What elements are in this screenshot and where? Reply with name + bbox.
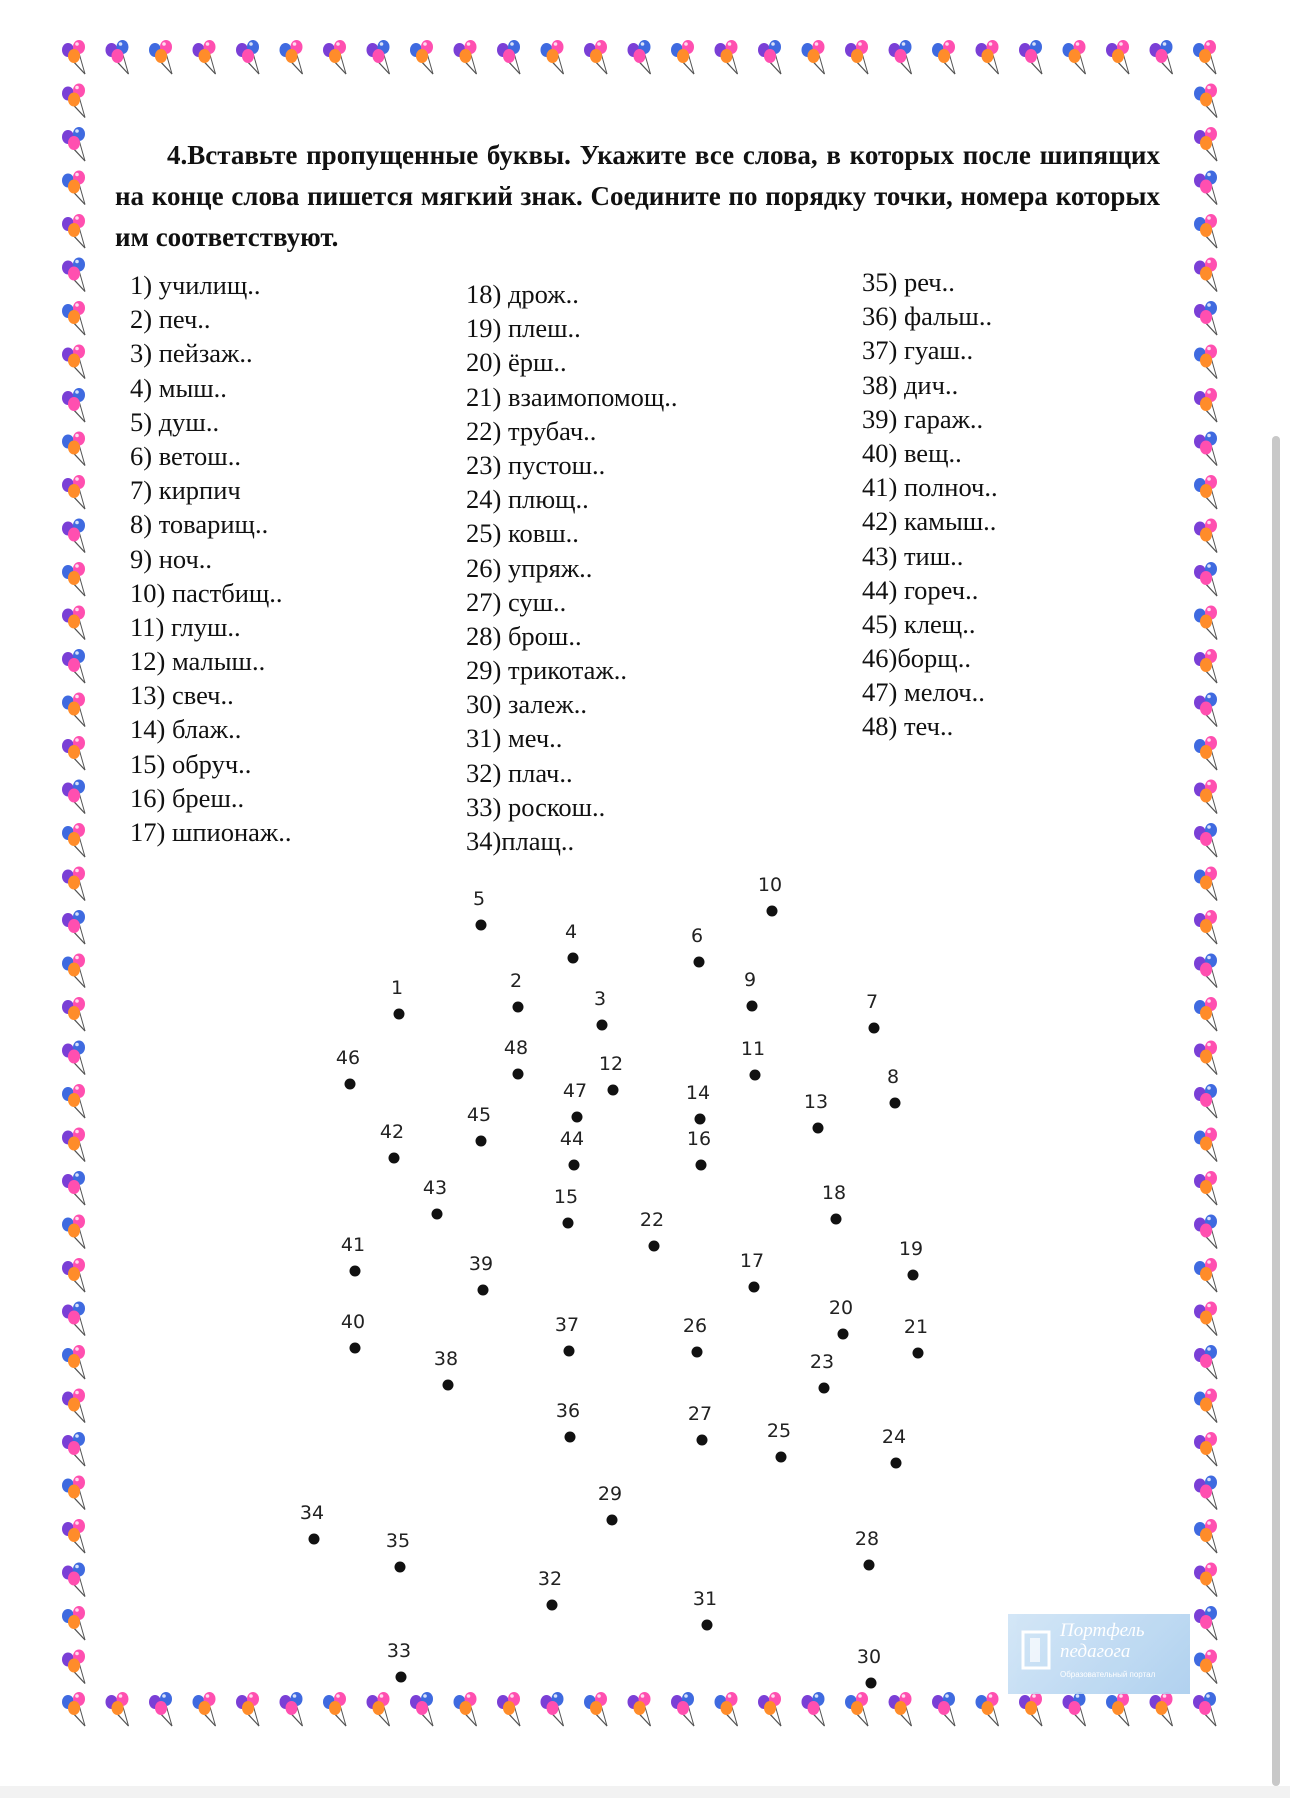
word-item: 27) суш.. [466, 586, 567, 617]
word-item: 8) товарищ.. [130, 509, 269, 540]
dot-label-7: 7 [865, 991, 879, 1013]
word-item: 42) камыш.. [862, 506, 997, 537]
word-item: 29) трикотаж.. [466, 655, 627, 686]
dot-3 [597, 1020, 608, 1031]
dot-label-29: 29 [597, 1483, 623, 1505]
word-item: 35) реч.. [862, 267, 955, 297]
dot-40 [350, 1343, 361, 1354]
dot-label-42: 42 [379, 1121, 405, 1143]
scrollbar[interactable] [1272, 436, 1280, 1786]
dot-23 [819, 1383, 830, 1394]
dot-29 [607, 1515, 618, 1526]
dot-label-43: 43 [422, 1177, 448, 1199]
word-item: 38) дич.. [862, 369, 959, 400]
dot-label-10: 10 [757, 874, 783, 896]
word-item: 12) малыш.. [130, 646, 266, 677]
word-item: 1) училищ.. [130, 270, 261, 300]
word-item: 20) ёрш.. [466, 347, 567, 378]
dot-label-19: 19 [898, 1238, 924, 1260]
dot-22 [649, 1241, 660, 1252]
word-item: 17) шпионаж.. [130, 817, 292, 847]
dot-label-15: 15 [553, 1186, 579, 1208]
dot-45 [476, 1136, 487, 1147]
dot-8 [890, 1098, 901, 1109]
dot-28 [864, 1560, 875, 1571]
word-item: 26) упряж.. [466, 552, 593, 583]
word-item: 22) трубач.. [466, 415, 597, 446]
word-item: 39) гараж.. [862, 403, 984, 434]
dot-47 [572, 1112, 583, 1123]
dot-label-44: 44 [559, 1128, 585, 1150]
dot-36 [565, 1432, 576, 1443]
dot-21 [913, 1348, 924, 1359]
word-item: 24) плющ.. [466, 484, 589, 515]
dot-label-30: 30 [856, 1646, 882, 1668]
dot-label-4: 4 [564, 921, 578, 943]
dot-label-45: 45 [466, 1104, 492, 1126]
dot-9 [747, 1001, 758, 1012]
word-item: 16) бреш.. [130, 782, 245, 813]
portfolio-logo [1008, 1614, 1190, 1694]
dot-39 [478, 1285, 489, 1296]
dot-26 [692, 1347, 703, 1358]
dot-label-38: 38 [433, 1348, 459, 1370]
word-item: 31) меч.. [466, 723, 563, 754]
dot-label-32: 32 [537, 1568, 563, 1590]
book-icon [1020, 1628, 1054, 1672]
word-item: 28) брош.. [466, 620, 582, 651]
dot-label-1: 1 [390, 977, 404, 999]
dot-label-21: 21 [903, 1316, 929, 1338]
word-item: 48) теч.. [862, 711, 954, 742]
dot-label-11: 11 [740, 1038, 766, 1060]
dot-33 [396, 1672, 407, 1683]
dot-label-28: 28 [854, 1528, 880, 1550]
word-item: 45) клещ.. [862, 608, 976, 639]
task-text: 4.Вставьте пропущенные буквы. Укажите все слова, в которых после шипящих на конце слова пишется мягкий знак. Соедините по порядку точки, номера которых им соответствуют. [115, 140, 1160, 252]
dot-label-13: 13 [803, 1091, 829, 1113]
dot-label-23: 23 [809, 1351, 835, 1373]
dot-10 [767, 906, 778, 917]
dot-46 [345, 1079, 356, 1090]
dot-label-48: 48 [503, 1037, 529, 1059]
dot-label-3: 3 [593, 988, 607, 1010]
word-item: 36) фальш.. [862, 301, 993, 332]
dot-label-14: 14 [685, 1082, 711, 1104]
dot-label-31: 31 [692, 1588, 718, 1610]
word-item: 37) гуаш.. [862, 335, 974, 366]
dot-42 [389, 1153, 400, 1164]
dot-32 [547, 1600, 558, 1611]
dot-30 [866, 1678, 877, 1689]
dot-15 [563, 1218, 574, 1229]
dot-17 [749, 1282, 760, 1293]
dot-43 [432, 1209, 443, 1220]
dot-label-35: 35 [385, 1530, 411, 1552]
dot-2 [513, 1002, 524, 1013]
dot-34 [309, 1534, 320, 1545]
dot-label-18: 18 [821, 1182, 847, 1204]
dot-1 [394, 1009, 405, 1020]
dot-label-25: 25 [766, 1420, 792, 1442]
word-item: 19) плеш.. [466, 313, 581, 344]
dot-37 [564, 1346, 575, 1357]
dot-18 [831, 1214, 842, 1225]
dot-13 [813, 1123, 824, 1134]
dot-label-41: 41 [340, 1234, 366, 1256]
dot-label-6: 6 [690, 925, 704, 947]
dot-24 [891, 1458, 902, 1469]
word-item: 33) роскош.. [466, 791, 606, 822]
word-item: 4) мыш.. [130, 372, 227, 403]
word-item: 7) кирпич [130, 475, 241, 506]
word-item: 13) свеч.. [130, 680, 234, 711]
dot-41 [350, 1266, 361, 1277]
bottom-edge [0, 1786, 1290, 1798]
dot-label-37: 37 [554, 1314, 580, 1336]
word-item: 34)плащ.. [466, 826, 575, 856]
word-item: 3) пейзаж.. [130, 338, 253, 369]
word-item: 43) тиш.. [862, 540, 964, 571]
word-item: 47) мелоч.. [862, 677, 985, 708]
dot-20 [838, 1329, 849, 1340]
word-item: 30) залеж.. [466, 689, 587, 720]
dot-label-9: 9 [743, 969, 757, 991]
dot-12 [608, 1085, 619, 1096]
word-item: 21) взаимопомощ.. [466, 381, 678, 412]
dot-4 [568, 953, 579, 964]
dot-label-17: 17 [739, 1250, 765, 1272]
dot-19 [908, 1270, 919, 1281]
dot-label-47: 47 [562, 1080, 588, 1102]
dot-44 [569, 1160, 580, 1171]
dot-label-39: 39 [468, 1253, 494, 1275]
dot-label-40: 40 [340, 1311, 366, 1333]
dot-35 [395, 1562, 406, 1573]
dot-label-26: 26 [682, 1315, 708, 1337]
word-item: 9) ноч.. [130, 543, 213, 574]
dot-38 [443, 1380, 454, 1391]
word-item: 5) душ.. [130, 406, 220, 437]
dot-25 [776, 1452, 787, 1463]
word-item: 10) пастбищ.. [130, 577, 283, 608]
dot-label-8: 8 [886, 1066, 900, 1088]
dot-16 [696, 1160, 707, 1171]
dot-label-16: 16 [686, 1128, 712, 1150]
dot-label-5: 5 [472, 888, 486, 910]
word-item: 14) блаж.. [130, 714, 242, 745]
dot-label-46: 46 [335, 1047, 361, 1069]
dot-label-2: 2 [509, 970, 523, 992]
dot-label-24: 24 [881, 1426, 907, 1448]
word-item: 40) вещ.. [862, 437, 962, 468]
dot-label-34: 34 [299, 1502, 325, 1524]
dot-11 [750, 1070, 761, 1081]
dot-6 [694, 957, 705, 968]
word-item: 44) гореч.. [862, 574, 979, 605]
dot-27 [697, 1435, 708, 1446]
dot-14 [695, 1114, 706, 1125]
dot-label-22: 22 [639, 1209, 665, 1231]
word-item: 18) дрож.. [466, 279, 579, 309]
dot-label-12: 12 [598, 1053, 624, 1075]
word-item: 32) плач.. [466, 757, 573, 788]
word-item: 41) полноч.. [862, 472, 998, 503]
word-item: 11) глуш.. [130, 611, 241, 642]
dot-label-20: 20 [828, 1297, 854, 1319]
word-item: 2) печ.. [130, 304, 211, 335]
word-item: 25) ковш.. [466, 518, 579, 549]
dot-48 [513, 1069, 524, 1080]
word-item: 23) пустош.. [466, 449, 606, 480]
dot-31 [702, 1620, 713, 1631]
word-item: 6) ветош.. [130, 440, 241, 471]
dot-label-33: 33 [386, 1640, 412, 1662]
dot-label-27: 27 [687, 1403, 713, 1425]
dot-7 [869, 1023, 880, 1034]
dot-5 [476, 920, 487, 931]
dot-label-36: 36 [555, 1400, 581, 1422]
word-item: 15) обруч.. [130, 748, 252, 779]
word-item: 46)борщ.. [862, 643, 971, 674]
logo-title: Портфель педагога [1060, 1620, 1145, 1662]
logo-subtitle: Образовательный портал [1060, 1670, 1156, 1679]
